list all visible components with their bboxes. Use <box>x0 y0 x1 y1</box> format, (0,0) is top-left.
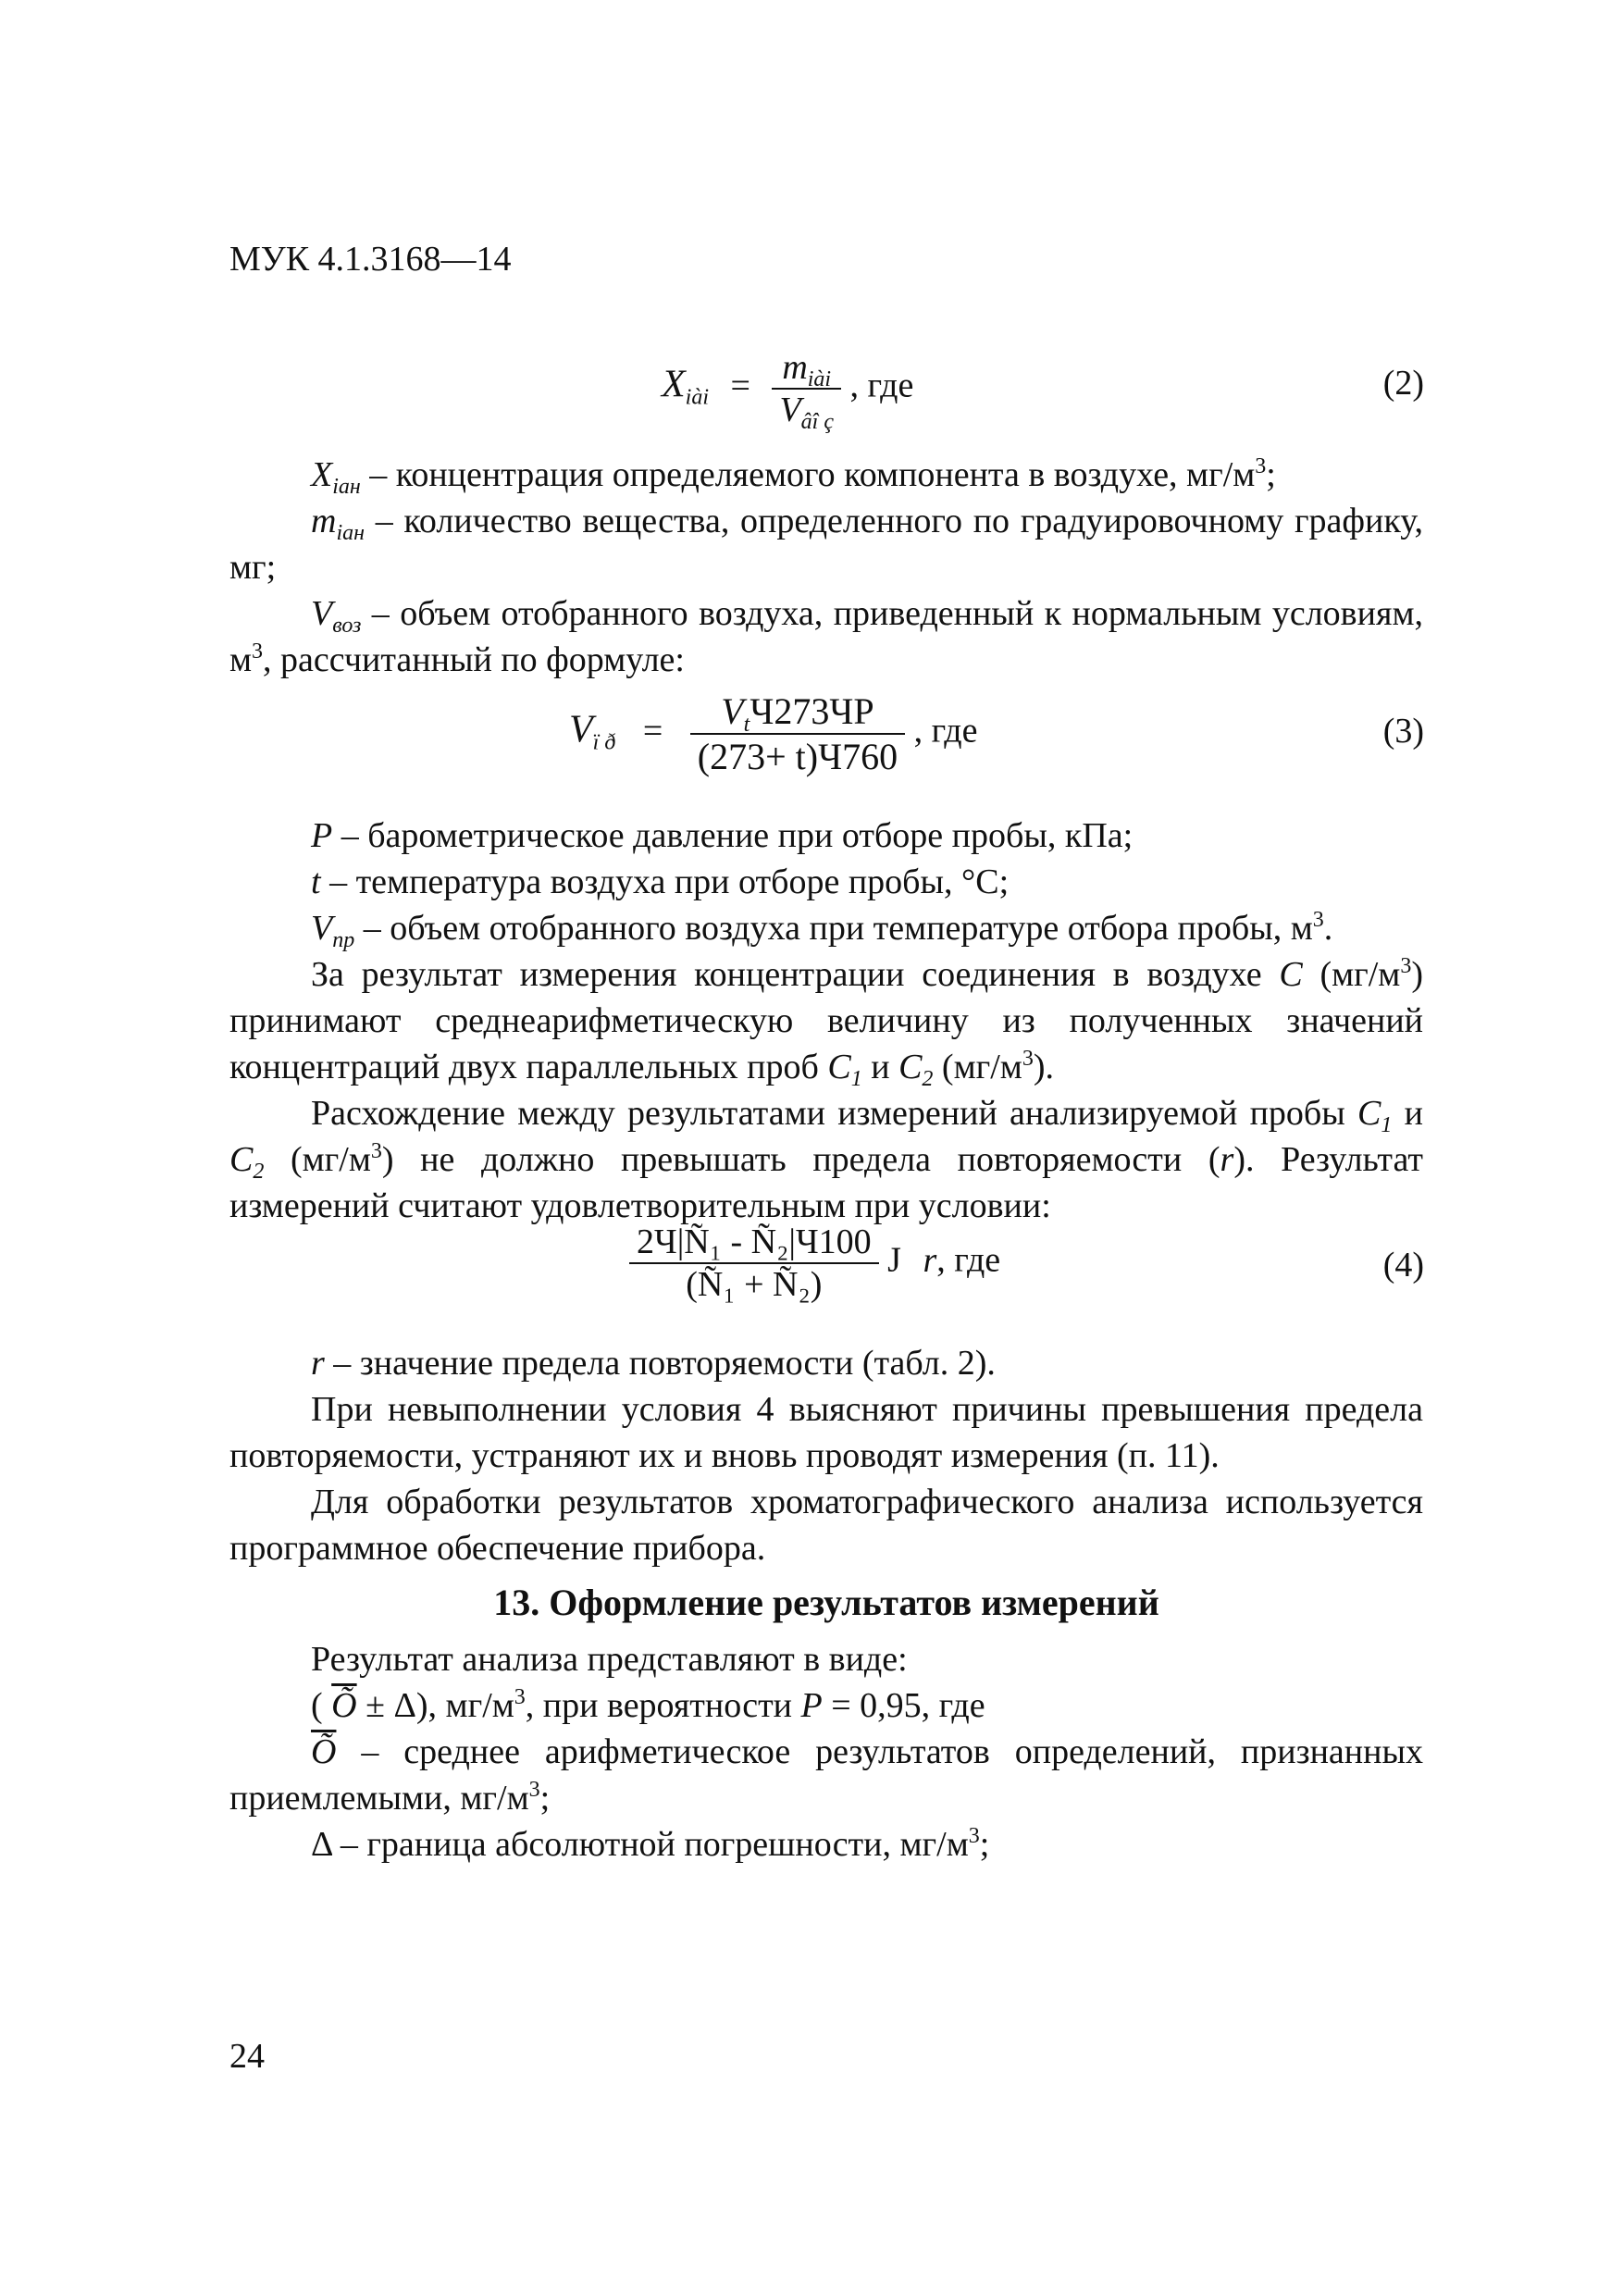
p8-e: C <box>229 1140 254 1179</box>
formula-2-eq: = <box>730 366 750 405</box>
formula-3-fraction <box>690 689 905 778</box>
page-number: 24 <box>229 2037 265 2076</box>
delta-definition-sup: 3 <box>968 1824 980 1848</box>
vpr-definition-end: . <box>1323 909 1333 948</box>
symbol-v: V <box>311 594 333 633</box>
p7-k: (мг/м <box>933 1048 1022 1086</box>
symbol-t: t <box>311 863 321 901</box>
paragraph-m-definition <box>229 498 1423 590</box>
formula-4-numerator: 2Ч|Ñ₁ - Ñ₂|Ч100 <box>637 1222 872 1261</box>
v-definition-end: , рассчитанный по формуле: <box>263 640 685 679</box>
paragraph-result-definition <box>229 951 1423 1090</box>
p7-j: 2 <box>922 1067 934 1091</box>
p8-j: r <box>1220 1140 1234 1179</box>
v-definition-sup: 3 <box>252 639 264 664</box>
formula-4-tail: , где <box>936 1240 1001 1280</box>
p7-c: (мг/м <box>1302 955 1401 994</box>
symbol-x-sub: іан <box>332 475 361 499</box>
symbol-mean: $\overline{Õ}$ <box>311 1732 337 1771</box>
p13-mean-symbol: $\overline{Õ}$ <box>331 1686 357 1725</box>
p8-d: и <box>1392 1094 1423 1133</box>
formula-4-denominator: (Ñ₁ + Ñ₂) <box>629 1262 879 1305</box>
symbol-m-sub: іан <box>336 521 365 545</box>
p7-b: C <box>1279 955 1303 994</box>
paragraph-t-definition <box>229 859 1423 905</box>
formula-3 <box>569 689 977 778</box>
formula-3-denominator: (273+ t)Ч760 <box>690 733 905 778</box>
equation-number-3: (3) <box>1382 712 1424 751</box>
p8-f: 2 <box>253 1160 265 1184</box>
formula-2-lhs: X <box>662 363 686 406</box>
formula-3-lhs: V <box>569 708 593 751</box>
p7-d: 3 <box>1400 954 1412 978</box>
x-definition-text: – концентрация определяемого компонента в воздухе, мг/м <box>360 455 1256 494</box>
m-definition-text: – количество вещества, определенного по градуировочному графику, мг; <box>229 502 1423 587</box>
formula-4-relation: J <box>887 1240 901 1280</box>
p13-c: ± Δ), мг/м <box>356 1686 514 1725</box>
mean-definition-sup: 3 <box>528 1778 540 1802</box>
p13-d: 3 <box>514 1685 526 1709</box>
t-definition-text: – температура воздуха при отборе пробы, °С; <box>320 863 1010 901</box>
p8-g: (мг/м <box>264 1140 371 1179</box>
p7-m: ). <box>1033 1048 1054 1086</box>
paragraph-mean-definition <box>229 1729 1423 1821</box>
p-definition-text: – барометрическое давление при отборе пробы, кПа; <box>332 816 1134 855</box>
formula-2-lhs-sub: iài <box>685 385 709 410</box>
p7-l: 3 <box>1022 1047 1034 1071</box>
formula-4-r: r <box>923 1240 937 1280</box>
formula-4-fraction <box>629 1222 879 1305</box>
formula-2-denominator: V <box>779 391 801 429</box>
p13-a: ( <box>311 1686 332 1725</box>
formula-2-numerator-sub: iài <box>807 367 832 391</box>
p8-h: 3 <box>370 1139 382 1163</box>
v-definition-text: – объем отобранного воздуха, приведенный к нормальным условиям, м <box>229 594 1423 679</box>
formula-2 <box>662 347 914 434</box>
delta-definition-text: Δ – граница абсолютной погрешности, мг/м <box>311 1825 969 1864</box>
p13-f: P <box>800 1686 823 1725</box>
x-definition-end: ; <box>1266 455 1276 494</box>
p13-g: = 0,95, где <box>822 1686 985 1725</box>
p8-b: C <box>1357 1094 1381 1133</box>
formula-3-lhs-sub: ï ð <box>592 730 616 755</box>
paragraph-delta-definition <box>229 1821 1423 1868</box>
paragraph-x-definition <box>229 452 1423 498</box>
paragraph-p-definition <box>229 813 1423 859</box>
symbol-m: m <box>311 502 337 540</box>
p7-f: C <box>827 1048 851 1086</box>
paragraph-nonfulfillment: При невыполнении условия 4 выясняют причины превышения предела повторяемости, устраняют их и вновь проводят измерения (п. 11). <box>229 1390 1423 1475</box>
p7-a: За результат измерения концентрации соединения в воздухе <box>311 955 1280 994</box>
x-definition-sup: 3 <box>1255 454 1267 478</box>
paragraph-result-expression <box>229 1682 1423 1729</box>
equation-number-4: (4) <box>1382 1246 1424 1285</box>
equation-number-2: (2) <box>1382 364 1424 403</box>
p8-a: Расхождение между результатами измерений анализируемой пробы <box>311 1094 1358 1133</box>
p8-i: ) не должно превышать предела повторяемости ( <box>381 1140 1220 1179</box>
formula-2-tail: , где <box>849 366 914 405</box>
p7-i: C <box>898 1048 923 1086</box>
paragraph-software: Для обработки результатов хроматографического анализа используется программное обеспечение прибора. <box>229 1483 1423 1568</box>
symbol-r: r <box>311 1344 325 1383</box>
symbol-x: X <box>311 455 333 494</box>
vpr-definition-sup: 3 <box>1312 908 1324 932</box>
formula-3-numerator-rest: Ч273ЧP <box>750 690 874 732</box>
p8-k: ). Результат измерений считают удовлетворительным при условии: <box>229 1140 1423 1225</box>
symbol-v-sub: воз <box>332 614 362 638</box>
p8-c: 1 <box>1381 1113 1393 1137</box>
paragraph-r-definition <box>229 1340 1423 1386</box>
formula-4 <box>629 1222 1000 1305</box>
symbol-vpr: V <box>311 909 333 948</box>
formula-3-eq: = <box>642 711 663 751</box>
paragraph-v-definition <box>229 590 1423 683</box>
formula-2-denominator-sub: âî ç <box>800 410 834 434</box>
formula-2-numerator: m <box>782 348 808 387</box>
vpr-definition-text: – объем отобранного воздуха при температуре отбора пробы, м <box>354 909 1313 948</box>
paragraph-divergence <box>229 1090 1423 1229</box>
mean-definition-text: – среднее арифметическое результатов определений, признанных приемлемыми, мг/м <box>229 1732 1423 1818</box>
paragraph-result-form: Результат анализа представляют в виде: <box>311 1640 908 1679</box>
section-title: 13. Оформление результатов измерений <box>493 1582 1159 1623</box>
paragraph-vpr-definition <box>229 905 1423 951</box>
p7-h: и <box>861 1048 899 1086</box>
document-header: МУК 4.1.3168—14 <box>229 240 512 279</box>
p13-e: , при вероятности <box>525 1686 801 1725</box>
delta-definition-end: ; <box>979 1825 990 1864</box>
symbol-vpr-sub: пр <box>332 928 355 952</box>
p7-g: 1 <box>850 1067 862 1091</box>
mean-definition-end: ; <box>539 1779 551 1818</box>
formula-2-fraction <box>772 347 841 434</box>
symbol-p: P <box>311 816 333 855</box>
p7-e: ) принимают среднеарифметическую величину из полученных значений концентраций двух параллельных проб <box>229 955 1423 1086</box>
formula-3-tail: , где <box>913 711 978 751</box>
formula-3-numerator-sub: t <box>743 713 750 737</box>
r-definition-text: – значение предела повторяемости (табл. 2). <box>324 1344 996 1383</box>
formula-3-numerator-v: V <box>721 690 744 732</box>
